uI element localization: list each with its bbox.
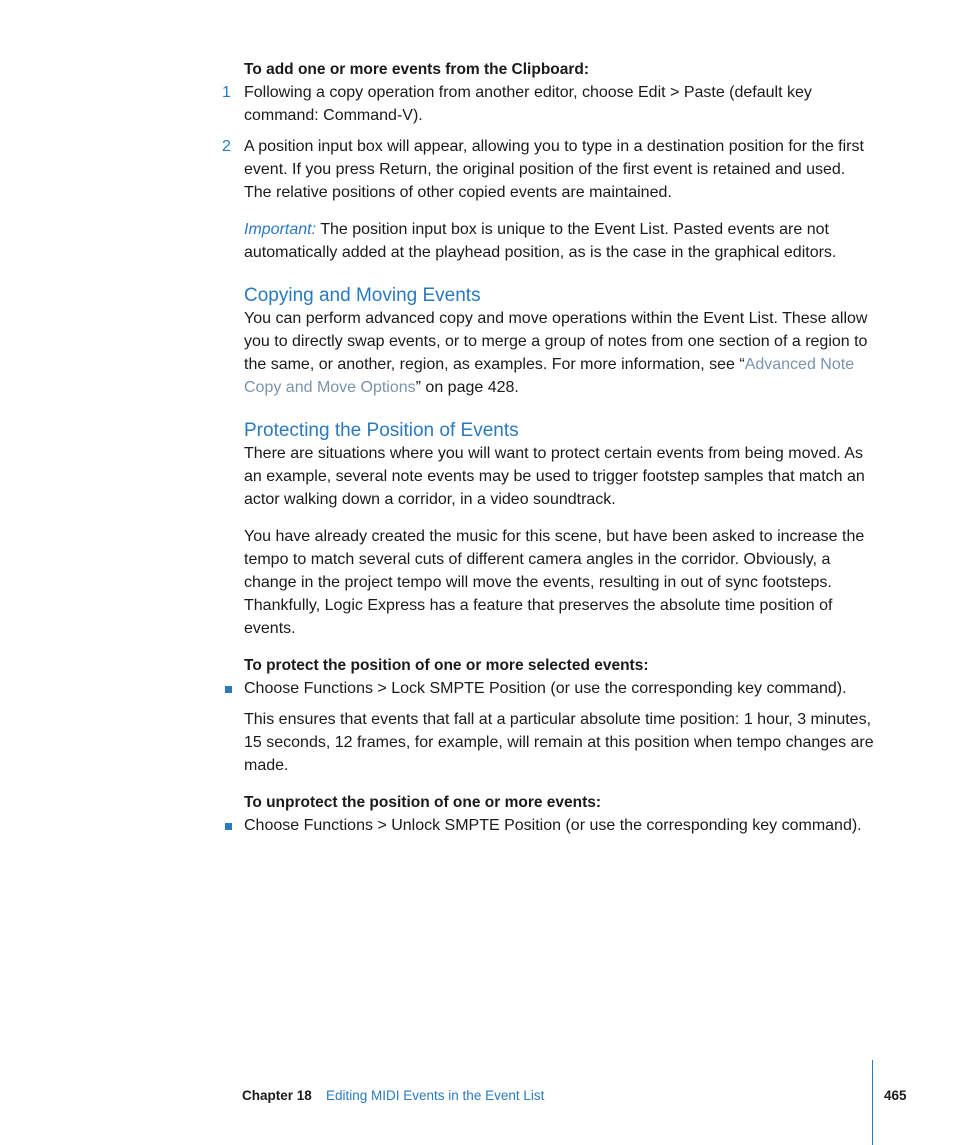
protect-explanation: This ensures that events that fall at a particular absolute time position: 1 hour, 3 minutes, 15 seconds, 12 frames, for example, will remain at this position when tempo changes are made. (244, 711, 874, 774)
protecting-paragraph-1: There are situations where you will want to protect certain events from being moved. As an example, several note events may be used to trigger footstep samples that match an actor walking down a corridor, in a video soundtrack. (244, 445, 865, 508)
bullet-text: Choose Functions > Lock SMPTE Position (or use the corresponding key command). (244, 680, 847, 697)
page-number: 465 (884, 1088, 907, 1103)
procedure-title-protect: To protect the position of one or more selected events: (244, 657, 649, 674)
bullet-square-icon (225, 686, 232, 693)
footer-chapter-label: Chapter 18 (242, 1088, 312, 1103)
paragraph-text-end: ” on page 428. (415, 379, 519, 396)
footer-chapter-title: Editing MIDI Events in the Event List (326, 1088, 545, 1103)
step-2 (222, 135, 874, 204)
paragraph-text: You can perform advanced copy and move operations within the Event List. These allow you to directly swap events, or to merge a group of notes from one section of a region to the same, or another, region, as examples. For more information, see “ (244, 310, 868, 373)
protecting-paragraph-2: You have already created the music for this scene, but have been asked to increase the tempo to match several cuts of different camera angles in the corridor. Obviously, a change in the project tempo will move the events, resulting in out of sync footsteps. Thankfully, Logic Express has a feature that preserves the absolute time position of events. (244, 528, 865, 637)
step-text: Following a copy operation from another editor, choose Edit > Paste (default key command: Command-V). (244, 84, 812, 124)
step-number: 2 (222, 138, 231, 155)
bullet-square-icon (225, 823, 232, 830)
cross-reference-link[interactable]: Advanced Note Copy and Move Options (244, 356, 855, 396)
step-number: 1 (222, 84, 231, 101)
bullet-item-lock (244, 677, 874, 700)
procedure-title-unprotect: To unprotect the position of one or more events: (244, 794, 602, 811)
footer-divider (872, 1060, 873, 1145)
heading-protecting-position: Protecting the Position of Events (244, 420, 519, 441)
important-text: The position input box is unique to the Event List. Pasted events are not automatically added at the playhead position, as is the case in the graphical editors. (244, 221, 837, 261)
bullet-text: Choose Functions > Unlock SMPTE Position (or use the corresponding key command). (244, 817, 862, 834)
step-text: A position input box will appear, allowing you to type in a destination position for the first event. If you press Return, the original position of the first event is retained and used. The relative positions of other copied events are maintained. (244, 138, 864, 201)
important-label: Important: (244, 221, 317, 238)
step-1 (222, 81, 874, 127)
copying-moving-paragraph (244, 307, 874, 399)
important-note (244, 218, 874, 264)
page-content (222, 58, 874, 837)
heading-copying-moving-events: Copying and Moving Events (244, 285, 481, 306)
bullet-item-unlock (244, 814, 874, 837)
procedure-title-add-events: To add one or more events from the Clipboard: (244, 61, 590, 78)
